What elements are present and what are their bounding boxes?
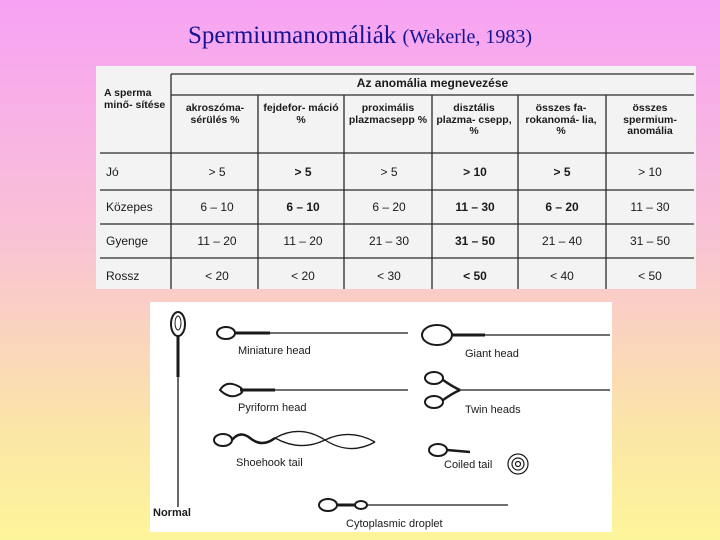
table-cell: < 40: [550, 269, 574, 283]
slide-title: [0, 22, 720, 50]
label-normal: Normal: [153, 507, 191, 519]
title-main: Spermiumanomáliák: [188, 22, 397, 49]
table-cell: 6 – 10: [286, 200, 320, 214]
row-label-gyenge: Gyenge: [106, 234, 149, 248]
sperm-morphology-figure: [150, 302, 612, 532]
table-cell: 11 – 20: [197, 234, 237, 248]
shoehook-tail-drawing: [214, 431, 375, 448]
label-twin-heads: Twin heads: [465, 404, 521, 416]
table-cell: > 5: [553, 165, 571, 179]
table-cell: 6 – 10: [200, 200, 234, 214]
title-source: (Wekerle, 1983): [402, 26, 532, 48]
table-cell: 11 – 20: [283, 234, 323, 248]
label-shoehook-tail: Shoehook tail: [236, 457, 303, 469]
sperm-drawings: [150, 302, 612, 532]
table-corner-header: A sperma minő- sítése: [104, 87, 166, 111]
row-label-rossz: Rossz: [106, 269, 140, 283]
col-header-akroszoma: akroszóma- sérülés %: [185, 102, 245, 126]
col-header-farokanomalia: összes fa- rokanomá- lia, %: [525, 102, 597, 137]
table-cell: > 10: [463, 165, 487, 179]
table-cell: < 20: [291, 269, 315, 283]
anomaly-table: [96, 66, 696, 289]
row-label-jo: Jó: [106, 165, 119, 179]
label-coiled-tail: Coiled tail: [444, 459, 493, 471]
label-miniature-head: Miniature head: [238, 345, 311, 357]
table-cell: 11 – 30: [455, 200, 495, 214]
miniature-head-drawing: [217, 327, 408, 339]
table-cell: > 5: [380, 165, 398, 179]
label-cytoplasmic-droplet: Cytoplasmic droplet: [346, 518, 443, 530]
pyriform-head-drawing: [220, 384, 408, 397]
table-cell: < 20: [205, 269, 229, 283]
giant-head-drawing: [422, 325, 610, 345]
table-cell: < 30: [377, 269, 401, 283]
table-cell: < 50: [463, 269, 487, 283]
table-cell: 21 – 40: [541, 234, 583, 248]
twin-heads-drawing: [425, 372, 610, 408]
table-cell: 11 – 30: [630, 200, 670, 214]
col-header-disztalis: disztális plazma- csepp, %: [436, 102, 512, 137]
label-pyriform-head: Pyriform head: [238, 402, 307, 414]
table-cell: > 5: [294, 165, 312, 179]
table-cell: > 5: [208, 165, 226, 179]
normal-sperm-drawing: [171, 312, 185, 507]
table-cell: > 10: [638, 165, 662, 179]
col-header-proximalis: proximális plazmacsepp %: [348, 102, 428, 126]
table-group-header: Az anomália megnevezése: [356, 76, 509, 90]
label-giant-head: Giant head: [465, 348, 519, 360]
table-cell: 21 – 30: [368, 234, 410, 248]
table-cell: 31 – 50: [629, 234, 671, 248]
cytoplasmic-droplet-drawing: [319, 499, 508, 511]
table-cell: 6 – 20: [372, 200, 406, 214]
table-cell: < 50: [638, 269, 662, 283]
col-header-fejdeformacio: fejdefor- máció %: [263, 102, 339, 126]
row-label-kozepes: Közepes: [106, 200, 153, 214]
table-cell: 31 – 50: [454, 234, 496, 248]
table-cell: 6 – 20: [545, 200, 579, 214]
col-header-osszes-anomalia: összes spermium- anomália: [623, 102, 677, 137]
